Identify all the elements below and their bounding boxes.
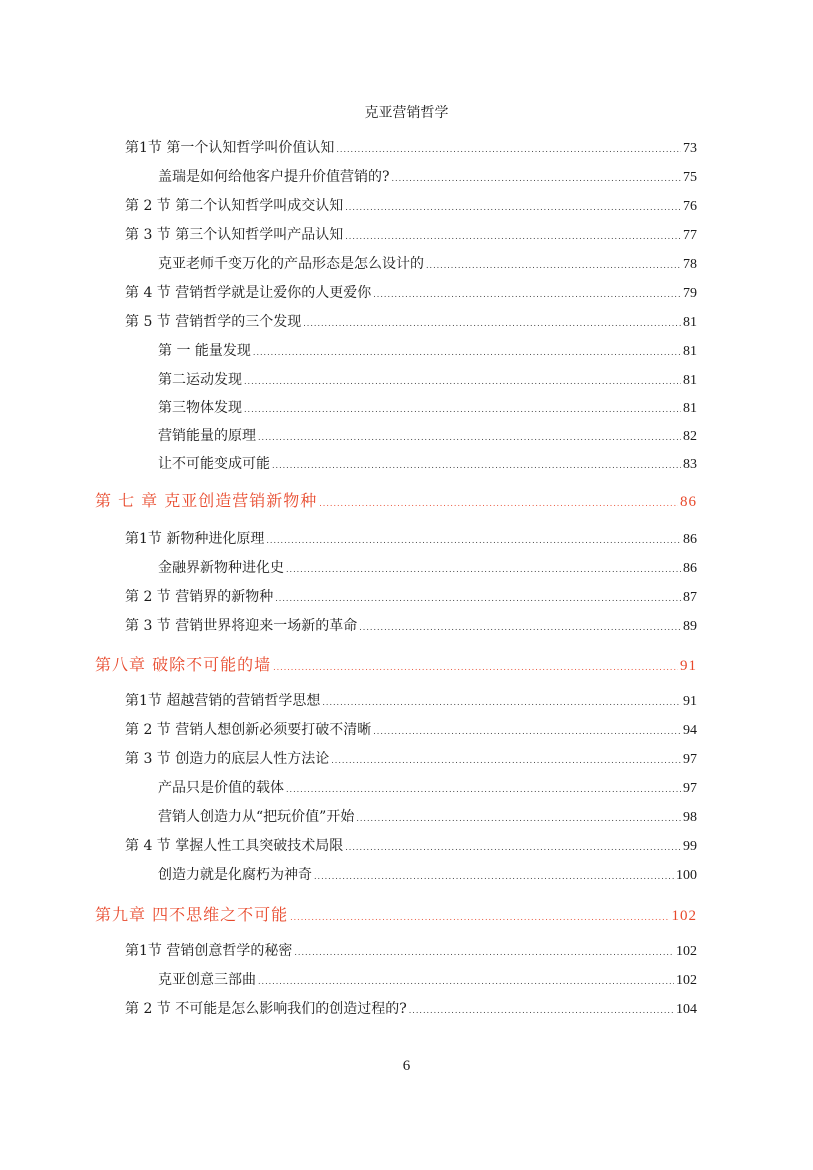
toc-entry-label: 第 2 节 不可能是怎么影响我们的创造过程的? (125, 1001, 407, 1017)
toc-entry-page-number: 86 (683, 561, 697, 576)
dot-leader (286, 780, 681, 800)
toc-entry-page-number: 98 (683, 810, 697, 825)
dot-leader (322, 693, 681, 713)
toc-section-entry[interactable] (125, 691, 697, 713)
toc-entry-page-number: 97 (683, 752, 697, 767)
dot-leader (331, 751, 681, 771)
toc-subsection-entry[interactable] (158, 454, 697, 476)
toc-entry-page-number: 102 (676, 944, 697, 959)
toc-entry-page-number: 102 (671, 908, 697, 924)
toc-entry-page-number: 75 (683, 170, 697, 185)
dot-leader (319, 493, 678, 515)
dot-leader (336, 140, 681, 160)
toc-entry-label: 第 一 能量发现 (158, 343, 251, 359)
toc-section-entry[interactable] (125, 616, 697, 638)
toc-entry-page-number: 97 (683, 781, 697, 796)
dot-leader (266, 531, 681, 551)
toc-entry-label: 克亚创意三部曲 (158, 972, 256, 988)
toc-entry-label: 第 4 节 掌握人性工具突破技术局限 (125, 838, 344, 854)
toc-section-entry[interactable] (125, 720, 697, 742)
dot-leader (258, 428, 681, 448)
toc-entry-label: 第 3 节 创造力的底层人性方法论 (125, 751, 330, 767)
toc-entry-label: 金融界新物种进化史 (158, 560, 284, 576)
toc-entry-label: 第1节 第一个认知哲学叫价值认知 (125, 140, 335, 156)
toc-entry-label: 让不可能变成可能 (158, 456, 270, 472)
toc-entry-label: 第二运动发现 (158, 372, 242, 388)
toc-section-entry[interactable] (125, 138, 697, 160)
toc-section-entry[interactable] (125, 529, 697, 551)
dot-leader (426, 256, 681, 276)
dot-leader (314, 867, 674, 887)
toc-entry-label: 第 5 节 营销哲学的三个发现 (125, 314, 302, 330)
toc-entry-page-number: 86 (683, 532, 697, 547)
toc-chapter-entry[interactable] (95, 904, 697, 929)
toc-entry-page-number: 87 (683, 590, 697, 605)
toc-section-entry[interactable] (125, 312, 697, 334)
toc-entry-page-number: 104 (676, 1002, 697, 1017)
toc-section-entry[interactable] (125, 587, 697, 609)
toc-subsection-entry[interactable] (158, 970, 697, 992)
toc-entry-label: 第1节 营销创意哲学的秘密 (125, 943, 293, 959)
toc-entry-page-number: 83 (683, 457, 697, 472)
toc-entry-page-number: 76 (683, 199, 697, 214)
toc-entry-label: 创造力就是化腐朽为神奇 (158, 867, 312, 883)
toc-entry-label: 克亚老师千变万化的产品形态是怎么设计的 (158, 256, 424, 272)
dot-leader (359, 618, 681, 638)
toc-subsection-entry[interactable] (158, 167, 697, 189)
dot-leader (244, 400, 681, 420)
toc-entry-page-number: 86 (680, 494, 697, 510)
toc-entry-label: 第 3 节 第三个认知哲学叫产品认知 (125, 227, 344, 243)
dot-leader (275, 589, 681, 609)
dot-leader (294, 943, 674, 963)
toc-entry-label: 第 七 章 克亚创造营销新物种 (95, 491, 318, 510)
dot-leader (253, 343, 681, 363)
toc-section-entry[interactable] (125, 749, 697, 771)
dot-leader (345, 227, 681, 247)
toc-subsection-entry[interactable] (158, 370, 697, 392)
toc-section-entry[interactable] (125, 196, 697, 218)
toc-entry-label: 营销能量的原理 (158, 428, 256, 444)
toc-subsection-entry[interactable] (158, 778, 697, 800)
toc-chapter-entry[interactable] (95, 654, 697, 679)
toc-entry-label: 第 4 节 营销哲学就是让爱你的人更爱你 (125, 285, 372, 301)
toc-entry-page-number: 91 (680, 658, 697, 674)
toc-entry-label: 营销人创造力从“把玩价值”开始 (158, 809, 355, 825)
toc-chapter-entry[interactable] (95, 490, 697, 515)
toc-entry-label: 第 3 节 营销世界将迎来一场新的革命 (125, 618, 358, 634)
toc-entry-page-number: 91 (683, 694, 697, 709)
toc-section-entry[interactable] (125, 941, 697, 963)
toc-entry-label: 第九章 四不思维之不可能 (95, 905, 289, 924)
toc-subsection-entry[interactable] (158, 398, 697, 420)
dot-leader (373, 722, 681, 742)
toc-entry-page-number: 82 (683, 429, 697, 444)
toc-entry-label: 产品只是价值的载体 (158, 780, 284, 796)
running-title: 克亚营销哲学 (364, 105, 449, 121)
toc-entry-page-number: 89 (683, 619, 697, 634)
toc-entry-page-number: 100 (676, 868, 697, 883)
dot-leader (290, 907, 669, 929)
toc-section-entry[interactable] (125, 283, 697, 305)
toc-entry-page-number: 78 (683, 257, 697, 272)
dot-leader (356, 809, 681, 829)
toc-entry-page-number: 81 (683, 401, 697, 416)
toc-section-entry[interactable] (125, 836, 697, 858)
toc-subsection-entry[interactable] (158, 807, 697, 829)
toc-subsection-entry[interactable] (158, 254, 697, 276)
dot-leader (345, 198, 681, 218)
dot-leader (272, 456, 681, 476)
toc-entry-page-number: 102 (676, 973, 697, 988)
toc-entry-label: 第 2 节 营销界的新物种 (125, 589, 274, 605)
dot-leader (258, 972, 674, 992)
toc-entry-page-number: 81 (683, 373, 697, 388)
toc-entry-page-number: 79 (683, 286, 697, 301)
dot-leader (373, 285, 681, 305)
page-number: 6 (402, 1058, 411, 1074)
toc-subsection-entry[interactable] (158, 865, 697, 887)
toc-entry-label: 盖瑞是如何给他客户提升价值营销的? (158, 169, 390, 185)
dot-leader (345, 838, 681, 858)
toc-entry-label: 第 2 节 第二个认知哲学叫成交认知 (125, 198, 344, 214)
toc-subsection-entry[interactable] (158, 341, 697, 363)
toc-entry-page-number: 99 (683, 839, 697, 854)
dot-leader (244, 372, 681, 392)
toc-entry-label: 第1节 新物种进化原理 (125, 531, 265, 547)
toc-section-entry[interactable] (125, 225, 697, 247)
toc-entry-label: 第 2 节 营销人想创新必须要打破不清晰 (125, 722, 372, 738)
dot-leader (303, 314, 681, 334)
toc-entry-label: 第八章 破除不可能的墙 (95, 655, 272, 674)
toc-entry-page-number: 94 (683, 723, 697, 738)
toc-entry-label: 第三物体发现 (158, 400, 242, 416)
dot-leader (409, 1001, 674, 1021)
toc-entry-page-number: 81 (683, 344, 697, 359)
toc-entry-page-number: 81 (683, 315, 697, 330)
toc-entry-page-number: 77 (683, 228, 697, 243)
dot-leader (273, 657, 678, 679)
toc-subsection-entry[interactable] (158, 558, 697, 580)
toc-entry-label: 第1节 超越营销的营销哲学思想 (125, 693, 321, 709)
toc-entry-page-number: 73 (683, 141, 697, 156)
toc-subsection-entry[interactable] (158, 426, 697, 448)
dot-leader (286, 560, 681, 580)
dot-leader (392, 169, 681, 189)
toc-section-entry[interactable] (125, 999, 697, 1021)
